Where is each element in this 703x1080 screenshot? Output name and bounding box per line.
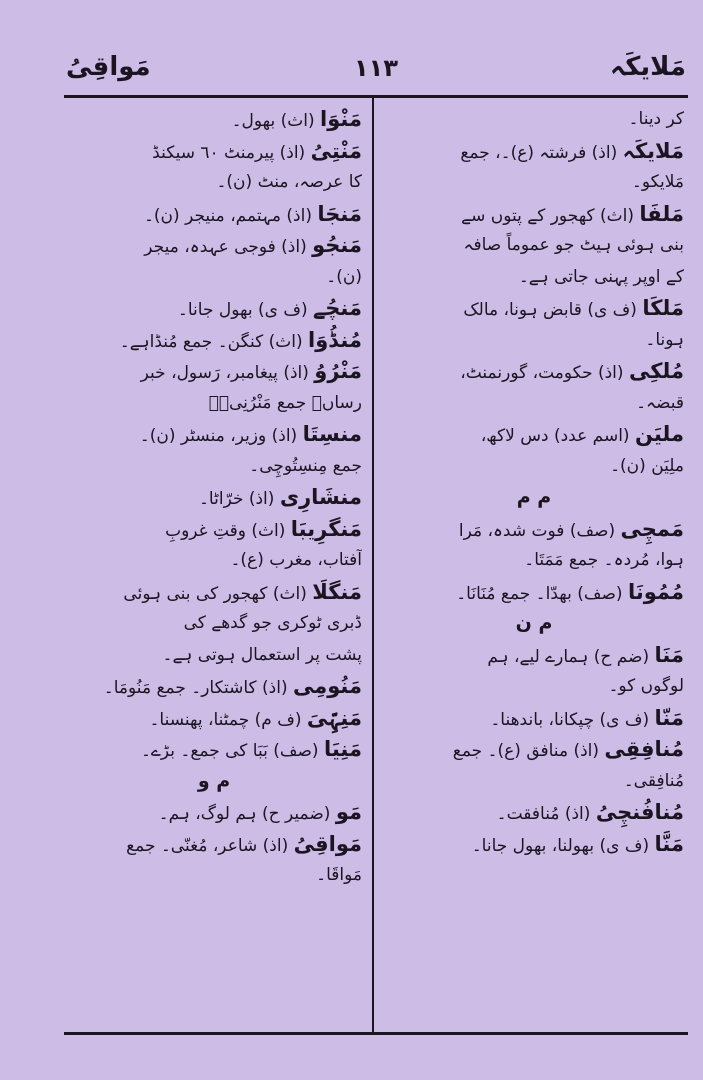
entry-line xyxy=(384,451,684,483)
entry-definition: (اذ) شاعر، مُغنّی۔ جمع xyxy=(126,835,294,856)
column-divider xyxy=(372,98,374,1032)
entry-line xyxy=(66,451,362,483)
entry-definition: (اذ) پیرمنٹ ٦٠ سیکنڈ xyxy=(152,142,311,163)
entry-line xyxy=(66,419,362,451)
entry-definition: (ف ی) بھول جانا۔ xyxy=(177,300,313,320)
entry-headword: مَنَّا xyxy=(654,831,684,856)
entry-line xyxy=(384,671,684,703)
entry-definition: بنی ہوئی ہیٹ جو عموماً صافہ xyxy=(463,235,684,255)
entry-line xyxy=(384,136,684,168)
entry-headword: منسِتَا xyxy=(302,422,362,446)
entry-line xyxy=(66,514,362,546)
entry-line xyxy=(384,356,684,388)
entry-definition: کا عرصہ، منٹ (ن)۔ xyxy=(216,172,362,192)
entry-headword: مَو xyxy=(335,800,362,824)
entry-definition: (ف ی) بھولنا، بھول جانا۔ xyxy=(471,835,655,856)
entry-definition: (ف ی) چپکانا، باندھنا۔ xyxy=(490,709,655,730)
entry-line xyxy=(66,734,362,766)
entry-line xyxy=(66,829,362,861)
entry-definition: (ضم ح) ہمارے لیے، ہم xyxy=(487,646,655,667)
entry-line xyxy=(384,829,684,861)
entry-line xyxy=(384,514,684,546)
entry-line xyxy=(66,703,362,735)
entry-line xyxy=(384,104,684,136)
entry-headword: مَلایکَہ xyxy=(622,138,684,163)
entry-line xyxy=(66,388,362,420)
right-running-headword: مَلایکَہ xyxy=(610,52,686,82)
entry-definition: ملِیَن (ن)۔ xyxy=(610,455,684,476)
entry-definition: قبضہ۔ xyxy=(636,392,684,413)
entry-line xyxy=(66,167,362,199)
entry-definition: (اث) کھجور کے پتوں سے xyxy=(461,205,640,226)
entry-line xyxy=(384,388,684,420)
entry-line xyxy=(66,860,362,892)
entry-headword: مَنِیَا xyxy=(323,737,362,761)
header-rule xyxy=(64,95,688,98)
right-column xyxy=(384,104,684,860)
section-heading: م و xyxy=(197,769,231,792)
entry-line xyxy=(66,482,362,514)
entry-headword: مَنَا xyxy=(654,642,684,667)
page-number: ۱۱۳ xyxy=(354,54,398,82)
entry-definition: (صف) بَبَا کی جمع۔ بڑے۔ xyxy=(140,741,324,761)
entry-definition: ڈبری ٹوکری جو گدھے کی xyxy=(183,613,362,633)
entry-headword: مُنافِقِی xyxy=(604,737,684,761)
entry-definition: (اذ) مہتمم، منیجر (ن)۔ xyxy=(143,205,318,226)
entry-headword: مَلکَا xyxy=(642,296,684,320)
entry-headword: مُنڈُوَا xyxy=(308,327,362,352)
entry-definition: (اث) وقتِ غروبِ xyxy=(165,520,291,541)
section-heading: م م xyxy=(516,486,552,508)
footer-rule xyxy=(64,1032,688,1035)
entry-definition: (صف) بھدّا۔ جمع مُنَانَا۔ xyxy=(456,583,628,604)
entry-definition: (اذ) وزیر، منسٹر (ن)۔ xyxy=(139,426,303,446)
entry-headword: مَواقِیُ xyxy=(293,831,362,856)
entry-headword: مَنجُو xyxy=(312,233,362,257)
entry-line xyxy=(384,199,684,231)
entry-line xyxy=(66,199,362,231)
entry-definition: ہوا، مُردہ۔ جمع مَمَتَا۔ xyxy=(524,550,684,570)
entry-headword: مَنُومِی xyxy=(293,674,362,698)
entry-definition: مَواقَا۔ xyxy=(316,865,362,885)
entry-line xyxy=(384,545,684,577)
entry-line xyxy=(384,325,684,357)
entry-headword: مُنافُنچِیُ xyxy=(595,800,684,824)
entry-definition: رساں۔ جمع مَنْرُنِیؔ۔ xyxy=(208,392,362,413)
entry-line xyxy=(384,230,684,262)
entry-definition: لوگوں کو۔ xyxy=(608,676,684,696)
entry-line xyxy=(384,703,684,735)
entry-headword: مَنگلَا xyxy=(312,579,362,604)
entry-definition: (اذ) خرّاٹا۔ xyxy=(198,489,280,509)
entry-headword: مَنگرِیبَا xyxy=(290,516,362,541)
entry-headword: مَمچِی xyxy=(620,516,684,541)
entry-line xyxy=(66,136,362,168)
entry-line xyxy=(66,262,362,294)
entry-line xyxy=(66,671,362,703)
entry-definition: (اذ) پیغامبر، رَسول، خبر xyxy=(140,363,315,383)
entry-definition: کر دینا۔ xyxy=(628,109,684,129)
entry-definition: مَلایکو۔ xyxy=(631,172,684,192)
entry-definition: آفتاب، مغرب (ع)۔ xyxy=(230,550,362,570)
left-running-headword: مَواقِیُ xyxy=(66,52,151,82)
entry-line xyxy=(384,577,684,609)
entry-headword: مَنْرُوُ xyxy=(314,359,362,383)
entry-line xyxy=(384,262,684,294)
entry-definition: (ضمیر ح) ہم لوگ، ہم۔ xyxy=(158,804,336,824)
entry-headword: مُلکِی xyxy=(628,359,684,383)
entry-definition: (اث) کنگن۔ جمع مُنڈاہے۔ xyxy=(119,331,309,352)
entry-definition: (اث) بھول۔ xyxy=(231,111,321,131)
entry-line xyxy=(66,545,362,577)
entry-line xyxy=(384,766,684,798)
entry-definition: (اث) کھجور کی بنی ہوئی xyxy=(123,583,313,604)
entry-headword: مَلفَا xyxy=(639,201,684,226)
entry-definition: ہونا۔ xyxy=(645,329,684,350)
entry-line xyxy=(384,797,684,829)
entry-definition: (اذ) فوجی عہدہ، میجر xyxy=(144,237,313,257)
entry-line xyxy=(384,167,684,199)
entry-definition: (اذ) منافق (ع)۔ جمع xyxy=(452,741,605,761)
entry-line xyxy=(66,325,362,357)
entry-definition: (اذ) مُنافقت۔ xyxy=(496,804,596,824)
entry-line xyxy=(66,608,362,640)
entry-line xyxy=(384,293,684,325)
entry-headword: منشَارِی xyxy=(279,485,362,509)
entry-line xyxy=(384,734,684,766)
entry-definition: (اذ) حکومت، گورنمنٹ، xyxy=(460,363,629,383)
entry-line xyxy=(66,356,362,388)
entry-line xyxy=(384,640,684,672)
entry-definition: جمع مِنسِتُوچِی۔ xyxy=(249,455,362,476)
entry-headword: مَنجَا xyxy=(317,201,362,226)
entry-line xyxy=(66,230,362,262)
entry-definition: کے اوپر پہنی جاتی ہے۔ xyxy=(518,266,684,287)
entry-headword: مَنِہِّیَ xyxy=(306,705,362,730)
entry-definition: (ف ی) قابض ہونا، مالک xyxy=(463,300,643,320)
entry-headword: مُمُونَا xyxy=(627,579,684,604)
entry-line xyxy=(66,640,362,672)
entry-definition: (اذ) فرشتہ (ع)۔، جمع xyxy=(460,142,623,163)
entry-definition: (اسم عدد) دس لاکھ، xyxy=(480,426,635,446)
entry-line xyxy=(66,577,362,609)
entry-definition: (ن)۔ xyxy=(326,266,362,287)
entry-line xyxy=(384,419,684,451)
entry-line xyxy=(66,797,362,829)
entry-headword: مَنْوَا xyxy=(320,107,362,131)
entry-definition: (صف) فوت شدہ، مَرا xyxy=(458,520,621,541)
entry-definition: مُنافِقی۔ xyxy=(623,770,684,791)
entry-line xyxy=(66,293,362,325)
entry-headword: مَنْتِیُ xyxy=(310,138,362,163)
entry-line xyxy=(66,104,362,136)
entry-headword: ملیَن xyxy=(634,422,684,446)
left-column xyxy=(66,104,362,892)
page-header xyxy=(66,52,686,92)
entry-headword: مَنّا xyxy=(654,705,684,730)
entry-headword: مَنچُے xyxy=(312,296,362,320)
section-heading: م ن xyxy=(515,612,553,634)
entry-definition: (ف م) چمٹنا، پھنسنا۔ xyxy=(149,709,307,730)
entry-definition: پشت پر استعمال ہوتی ہے۔ xyxy=(162,644,362,665)
entry-definition: (اذ) کاشتکار۔ جمع مَنُومَا۔ xyxy=(103,678,293,698)
